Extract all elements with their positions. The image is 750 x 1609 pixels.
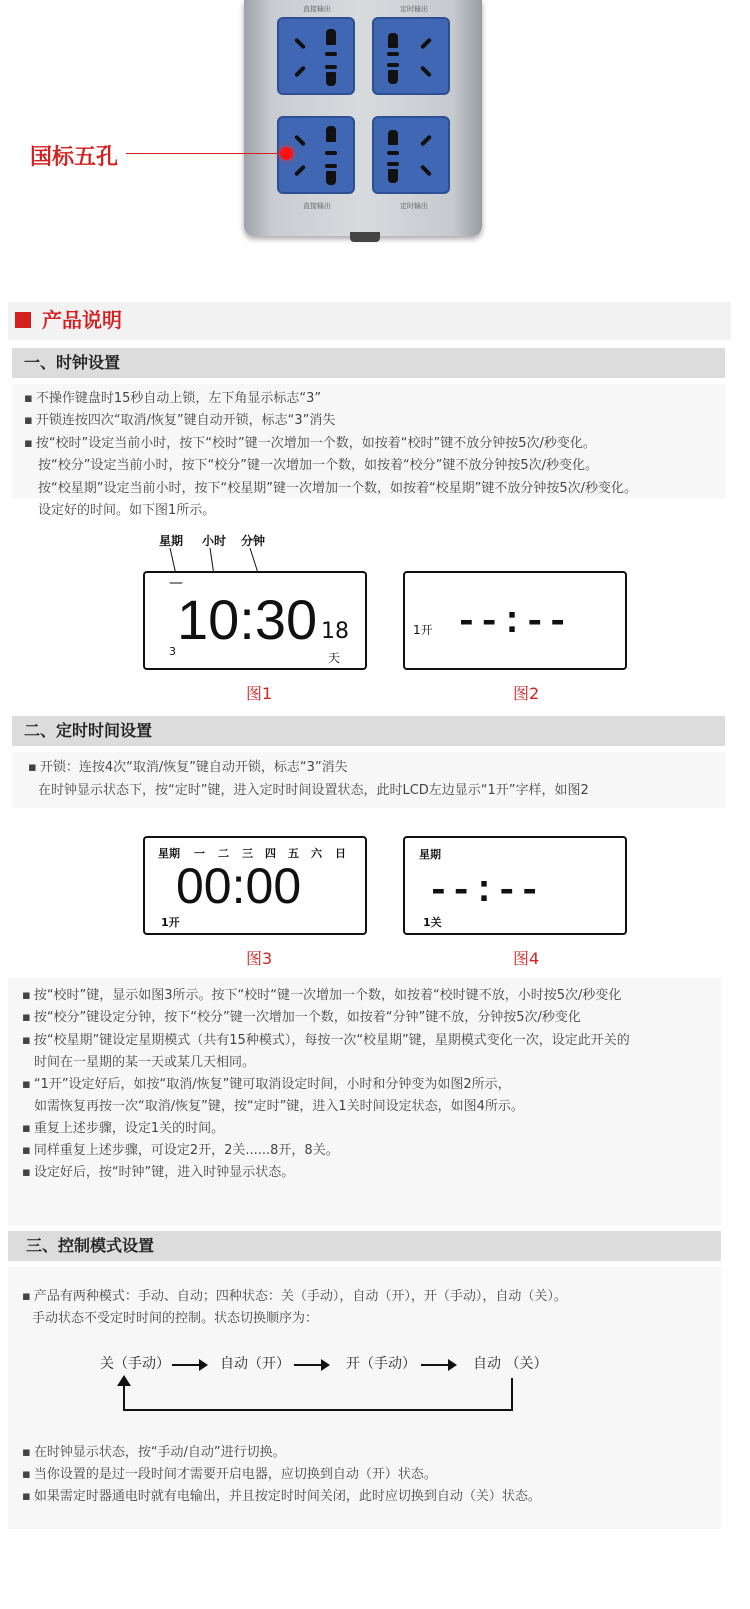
- instruction-line: ▪ 当你设置的是过一段时间才需要开启电器，应切换到自动（开）状态。: [22, 1464, 437, 1486]
- lcd-time: 10:30: [177, 588, 318, 651]
- lcd-week-indicator: —: [169, 575, 183, 591]
- lcd-day-fri: 五: [288, 847, 299, 860]
- instruction-line: ▪ 开锁连按四次“取消/恢复”键自动开锁，标志“3”消失: [24, 410, 335, 432]
- lcd-week-label: 星期: [158, 847, 180, 860]
- lcd-timer-state: 1开: [413, 623, 433, 637]
- timer-setting-header: 二、定时时间设置: [12, 716, 725, 746]
- instruction-line: 设定好的时间。如下图1所示。: [38, 503, 216, 518]
- section-marker-icon: [15, 312, 31, 328]
- lcd-clock-display: [143, 571, 367, 670]
- socket-callout-label: 国标五孔: [30, 145, 119, 170]
- instruction-line: ▪ 按“校时”键，显示如图3所示。按下“校时“键一次增加一个数，如按着“校时键不放，小时按5次/秒变化: [22, 985, 621, 1007]
- flow-arrow: [294, 1364, 328, 1366]
- instruction-line: ▪ 同样重复上述步骤，可设定2开，2关......8开，8关。: [22, 1140, 339, 1162]
- figure-caption: 图1: [246, 684, 273, 703]
- figure-caption: 图3: [246, 949, 273, 968]
- outlet-socket: [372, 116, 450, 194]
- socket-label: 定时输出: [400, 202, 428, 210]
- flow-state-on-manual: 开（手动）: [346, 1356, 416, 1372]
- lcd-time: --:--: [427, 870, 542, 913]
- lcd-lock-indicator: 3: [169, 645, 176, 658]
- instruction-line: 按“校分”设定当前小时，按下“校分”键一次增加一个数，如按着“校分”键不放分钟按5次/秒变化。: [38, 458, 599, 473]
- socket-label: 直接输出: [303, 202, 331, 210]
- flow-return-arrow: [116, 1374, 518, 1414]
- lcd-day-sun: 日: [335, 847, 346, 860]
- instruction-line: 手动状态不受定时时间的控制。状态切换顺序为：: [32, 1311, 319, 1326]
- lcd-day-tue: 二: [218, 847, 229, 860]
- lcd-day-sat: 六: [311, 847, 322, 860]
- outlet-socket: [277, 17, 355, 95]
- lcd-day-wed: 三: [242, 847, 253, 860]
- instruction-line: 按“校星期”设定当前小时，按下“校星期”键一次增加一个数，如按着“校星期”键不放分钟按5次/秒变化。: [38, 481, 638, 496]
- flow-arrow: [172, 1364, 206, 1366]
- instruction-line: ▪ 产品有两种模式：手动、自动；四种状态：关（手动），自动（开），开（手动），自动（关）。: [22, 1286, 567, 1308]
- lcd-label-hour: 小时: [202, 534, 227, 548]
- callout-dot: [280, 147, 293, 160]
- section-title: 产品说明: [42, 308, 122, 332]
- outlet-socket: [372, 17, 450, 95]
- instruction-line: ▪ 按“校星期”键设定星期模式（共有15种模式），每按一次“校星期”键，星期模式变化一次，设定此开关的: [22, 1030, 630, 1052]
- socket-label: 直接输出: [303, 5, 331, 13]
- instruction-line: ▪ 在时钟显示状态，按“手动/自动”进行切换。: [22, 1442, 286, 1464]
- figure-caption: 图4: [513, 949, 540, 968]
- lcd-timer-state: 1开: [161, 916, 180, 929]
- instruction-line: ▪ 如果需定时器通电时就有电输出，并且按定时时间关闭，此时应切换到自动（关）状态。: [22, 1486, 541, 1508]
- power-strip-plug: [350, 232, 380, 242]
- lcd-day-number: 18: [321, 619, 349, 644]
- lcd-day-mon: 一: [194, 847, 205, 860]
- lcd-time: --:--: [455, 601, 570, 644]
- flow-state-auto-on: 自动（开）: [220, 1356, 290, 1372]
- lcd-day-unit: 天: [328, 651, 341, 665]
- flow-state-auto-off: 自动 （关）: [473, 1356, 548, 1372]
- flow-state-off-manual: 关（手动）: [100, 1356, 170, 1372]
- instruction-line: ▪ “1开”设定好后，如按“取消/恢复”键可取消设定时间，小时和分钟变为如图2所示，: [22, 1074, 511, 1096]
- instruction-line: ▪ 重复上述步骤，设定1关的时间。: [22, 1118, 224, 1140]
- figure-caption: 图2: [513, 684, 540, 703]
- lcd-time: 00:00: [176, 858, 302, 914]
- flow-arrow: [421, 1364, 455, 1366]
- instruction-line: ▪ 按“校分”键设定分钟，按下“校分”键一次增加一个数，如按着“分钟”键不放，分钟按5次/秒变化: [22, 1007, 581, 1029]
- instruction-line: ▪ 设定好后，按“时钟”键，进入时钟显示状态。: [22, 1162, 294, 1184]
- control-mode-header: 三、控制模式设置: [8, 1231, 721, 1261]
- socket-label: 定时输出: [400, 5, 428, 13]
- lcd-label-week: 星期: [159, 534, 184, 548]
- lcd-timer-off-display: [403, 836, 627, 935]
- instruction-line: 时间在一星期的某一天或某几天相同。: [34, 1055, 256, 1070]
- clock-setting-header: 一、时钟设置: [12, 348, 725, 378]
- instruction-line: ▪ 不操作键盘时15秒自动上锁，左下角显示标志“3”: [24, 388, 321, 410]
- lcd-timer-state: 1关: [423, 916, 442, 929]
- lcd-timer-on-display: [143, 836, 367, 935]
- lcd-day-thu: 四: [265, 847, 276, 860]
- lcd-timer-display: [403, 571, 627, 670]
- instruction-line: ▪ 开锁：连按4次“取消/恢复”键自动开锁，标志“3”消失: [28, 757, 348, 779]
- instruction-line: 在时钟显示状态下，按“定时”键，进入定时时间设置状态，此时LCD左边显示“1开”字样，如图2: [38, 783, 589, 798]
- instruction-line: 如需恢复再按一次“取消/恢复”键，按“定时”键，进入1关时间设定状态，如图4所示。: [34, 1099, 524, 1114]
- callout-line: [126, 153, 284, 154]
- lcd-label-minute: 分钟: [241, 534, 266, 548]
- lcd-week-label: 星期: [419, 848, 441, 861]
- instruction-line: ▪ 按“校时”设定当前小时，按下“校时”键一次增加一个数，如按着“校时”键不放分钟按5次/秒变化。: [24, 433, 596, 455]
